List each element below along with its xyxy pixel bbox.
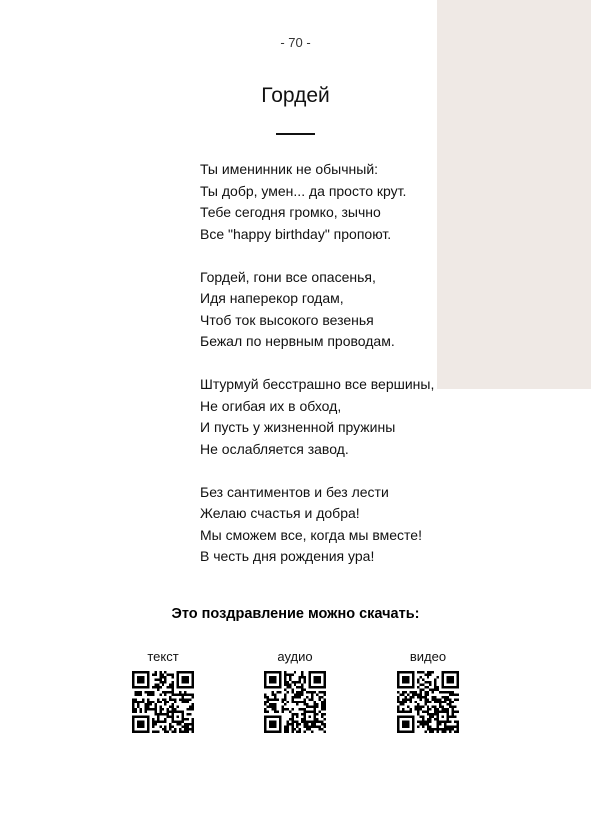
poem-line: Не ослабляется завод. — [200, 440, 349, 457]
download-heading: Это поздравление можно скачать: — [171, 606, 420, 622]
stanza — [200, 159, 460, 245]
qr-code-icon[interactable] — [397, 671, 459, 733]
qr-code-icon[interactable] — [264, 671, 326, 733]
download-text-label: текст — [147, 649, 179, 664]
poem-title: Гордей — [261, 84, 330, 107]
poem-line: Ты добр, умен... да просто крут. — [200, 182, 407, 199]
poem-line: Желаю счастья и добра! — [200, 505, 360, 521]
poem-line: Чтоб ток высокого везенья — [200, 311, 374, 328]
download-text-link[interactable] — [123, 648, 203, 733]
qr-code-icon[interactable] — [132, 671, 194, 733]
poem-line: Бежал по нервным проводам. — [200, 333, 395, 349]
download-video-label: видео — [409, 649, 447, 664]
stanza — [200, 374, 460, 460]
poem-line: Идя наперекор годам, — [200, 290, 344, 306]
stanza — [200, 482, 460, 568]
poem-line: В честь дня рождения ура! — [200, 548, 375, 564]
poem-line: И пусть у жизненной пружины — [200, 419, 396, 435]
download-video-link[interactable] — [388, 648, 468, 733]
page-number: - 70 - — [280, 35, 311, 50]
poem-line: Без сантиментов и без лести — [200, 483, 389, 500]
download-audio-label: аудио — [277, 649, 313, 664]
poem-line: Все "happy birthday" пропоют. — [200, 225, 392, 242]
download-audio-link[interactable] — [255, 648, 335, 733]
poem-line: Гордей, гони все опасенья, — [200, 268, 376, 285]
stanza — [200, 267, 460, 353]
poem-line: Тебе сегодня громко, зычно — [200, 204, 381, 220]
poem-line: Не огибая их в обход, — [200, 397, 342, 414]
decorative-side-panel — [437, 0, 591, 389]
poem-body — [200, 159, 460, 589]
poem-line: Мы сможем все, когда мы вместе! — [200, 526, 422, 543]
poem-line: Штурмуй бесстрашно все вершины, — [200, 376, 435, 392]
poem-line: Ты именинник не обычный: — [200, 161, 379, 177]
title-underline-divider — [276, 133, 315, 135]
